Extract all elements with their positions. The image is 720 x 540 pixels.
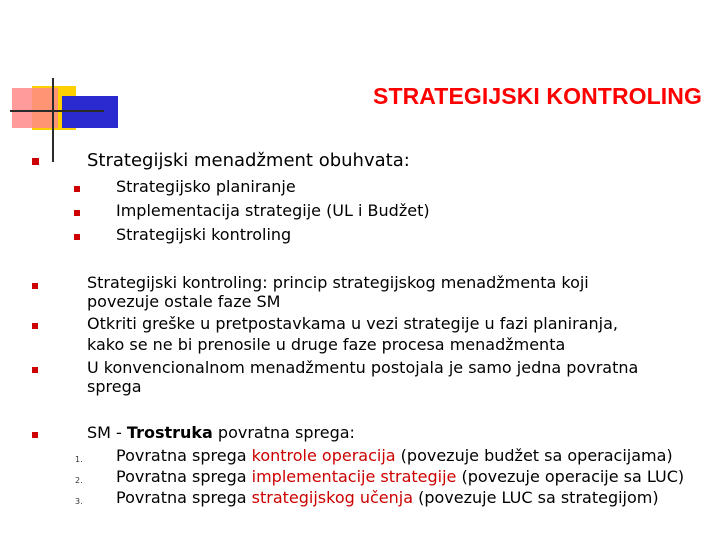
point-3-line-2: sprega bbox=[87, 377, 142, 396]
bullet-icon bbox=[32, 283, 38, 289]
triple-prefix: SM - bbox=[87, 423, 127, 442]
numbered-item-text: Povratna sprega bbox=[116, 488, 252, 507]
triple-feedback-heading bbox=[87, 423, 355, 442]
numbered-item-text: Povratna sprega bbox=[116, 446, 252, 465]
numbered-item-text: (povezuje LUC sa strategijom) bbox=[413, 488, 659, 507]
bullet-icon bbox=[32, 158, 39, 165]
point-1-line-2: povezuje ostale faze SM bbox=[87, 292, 281, 311]
slide-title: STRATEGIJSKI KONTROLING bbox=[373, 83, 702, 109]
sub-item-3: Strategijski kontroling bbox=[116, 225, 292, 244]
bullet-icon bbox=[74, 234, 80, 240]
sub-item-2: Implementacija strategije (UL i Budžet) bbox=[116, 201, 430, 220]
numbered-item-3 bbox=[116, 488, 659, 507]
bullet-icon bbox=[32, 323, 38, 329]
bullet-icon bbox=[74, 186, 80, 192]
sub-item-1: Strategijsko planiranje bbox=[116, 177, 296, 196]
numbered-item-1 bbox=[116, 446, 673, 465]
point-2-line-2: kako se ne bi prenosile u druge faze procesa menadžmenta bbox=[87, 335, 566, 354]
slide-logo-graphic bbox=[0, 0, 120, 130]
list-number: 3. bbox=[75, 497, 83, 506]
numbered-item-text: Povratna sprega bbox=[116, 467, 252, 486]
list-number: 2. bbox=[75, 476, 83, 485]
numbered-item-highlight: strategijskog učenja bbox=[251, 488, 414, 507]
numbered-item-2 bbox=[116, 467, 684, 486]
numbered-item-text: (povezuje budžet sa operacijama) bbox=[395, 446, 673, 465]
bullet-icon bbox=[74, 210, 80, 216]
point-2-line-1: Otkriti greške u pretpostavkama u vezi strategije u fazi planiranja, bbox=[87, 314, 618, 333]
intro-text: Strategijski menadžment obuhvata: bbox=[87, 150, 410, 171]
point-3-line-1: U konvencionalnom menadžmentu postojala je samo jedna povratna bbox=[87, 358, 639, 377]
list-number: 1. bbox=[75, 455, 83, 464]
numbered-item-text: (povezuje operacije sa LUC) bbox=[456, 467, 685, 486]
bullet-icon bbox=[32, 367, 38, 373]
numbered-item-highlight: implementacije strategije bbox=[251, 467, 457, 486]
point-1-line-1: Strategijski kontroling: princip strategijskog menadžmenta koji bbox=[87, 273, 589, 292]
triple-bold: Trostruka bbox=[126, 423, 213, 442]
numbered-item-highlight: kontrole operacija bbox=[251, 446, 396, 465]
bullet-icon bbox=[32, 432, 38, 438]
logo-horizontal-line bbox=[10, 110, 104, 112]
triple-suffix: povratna sprega: bbox=[212, 423, 355, 442]
